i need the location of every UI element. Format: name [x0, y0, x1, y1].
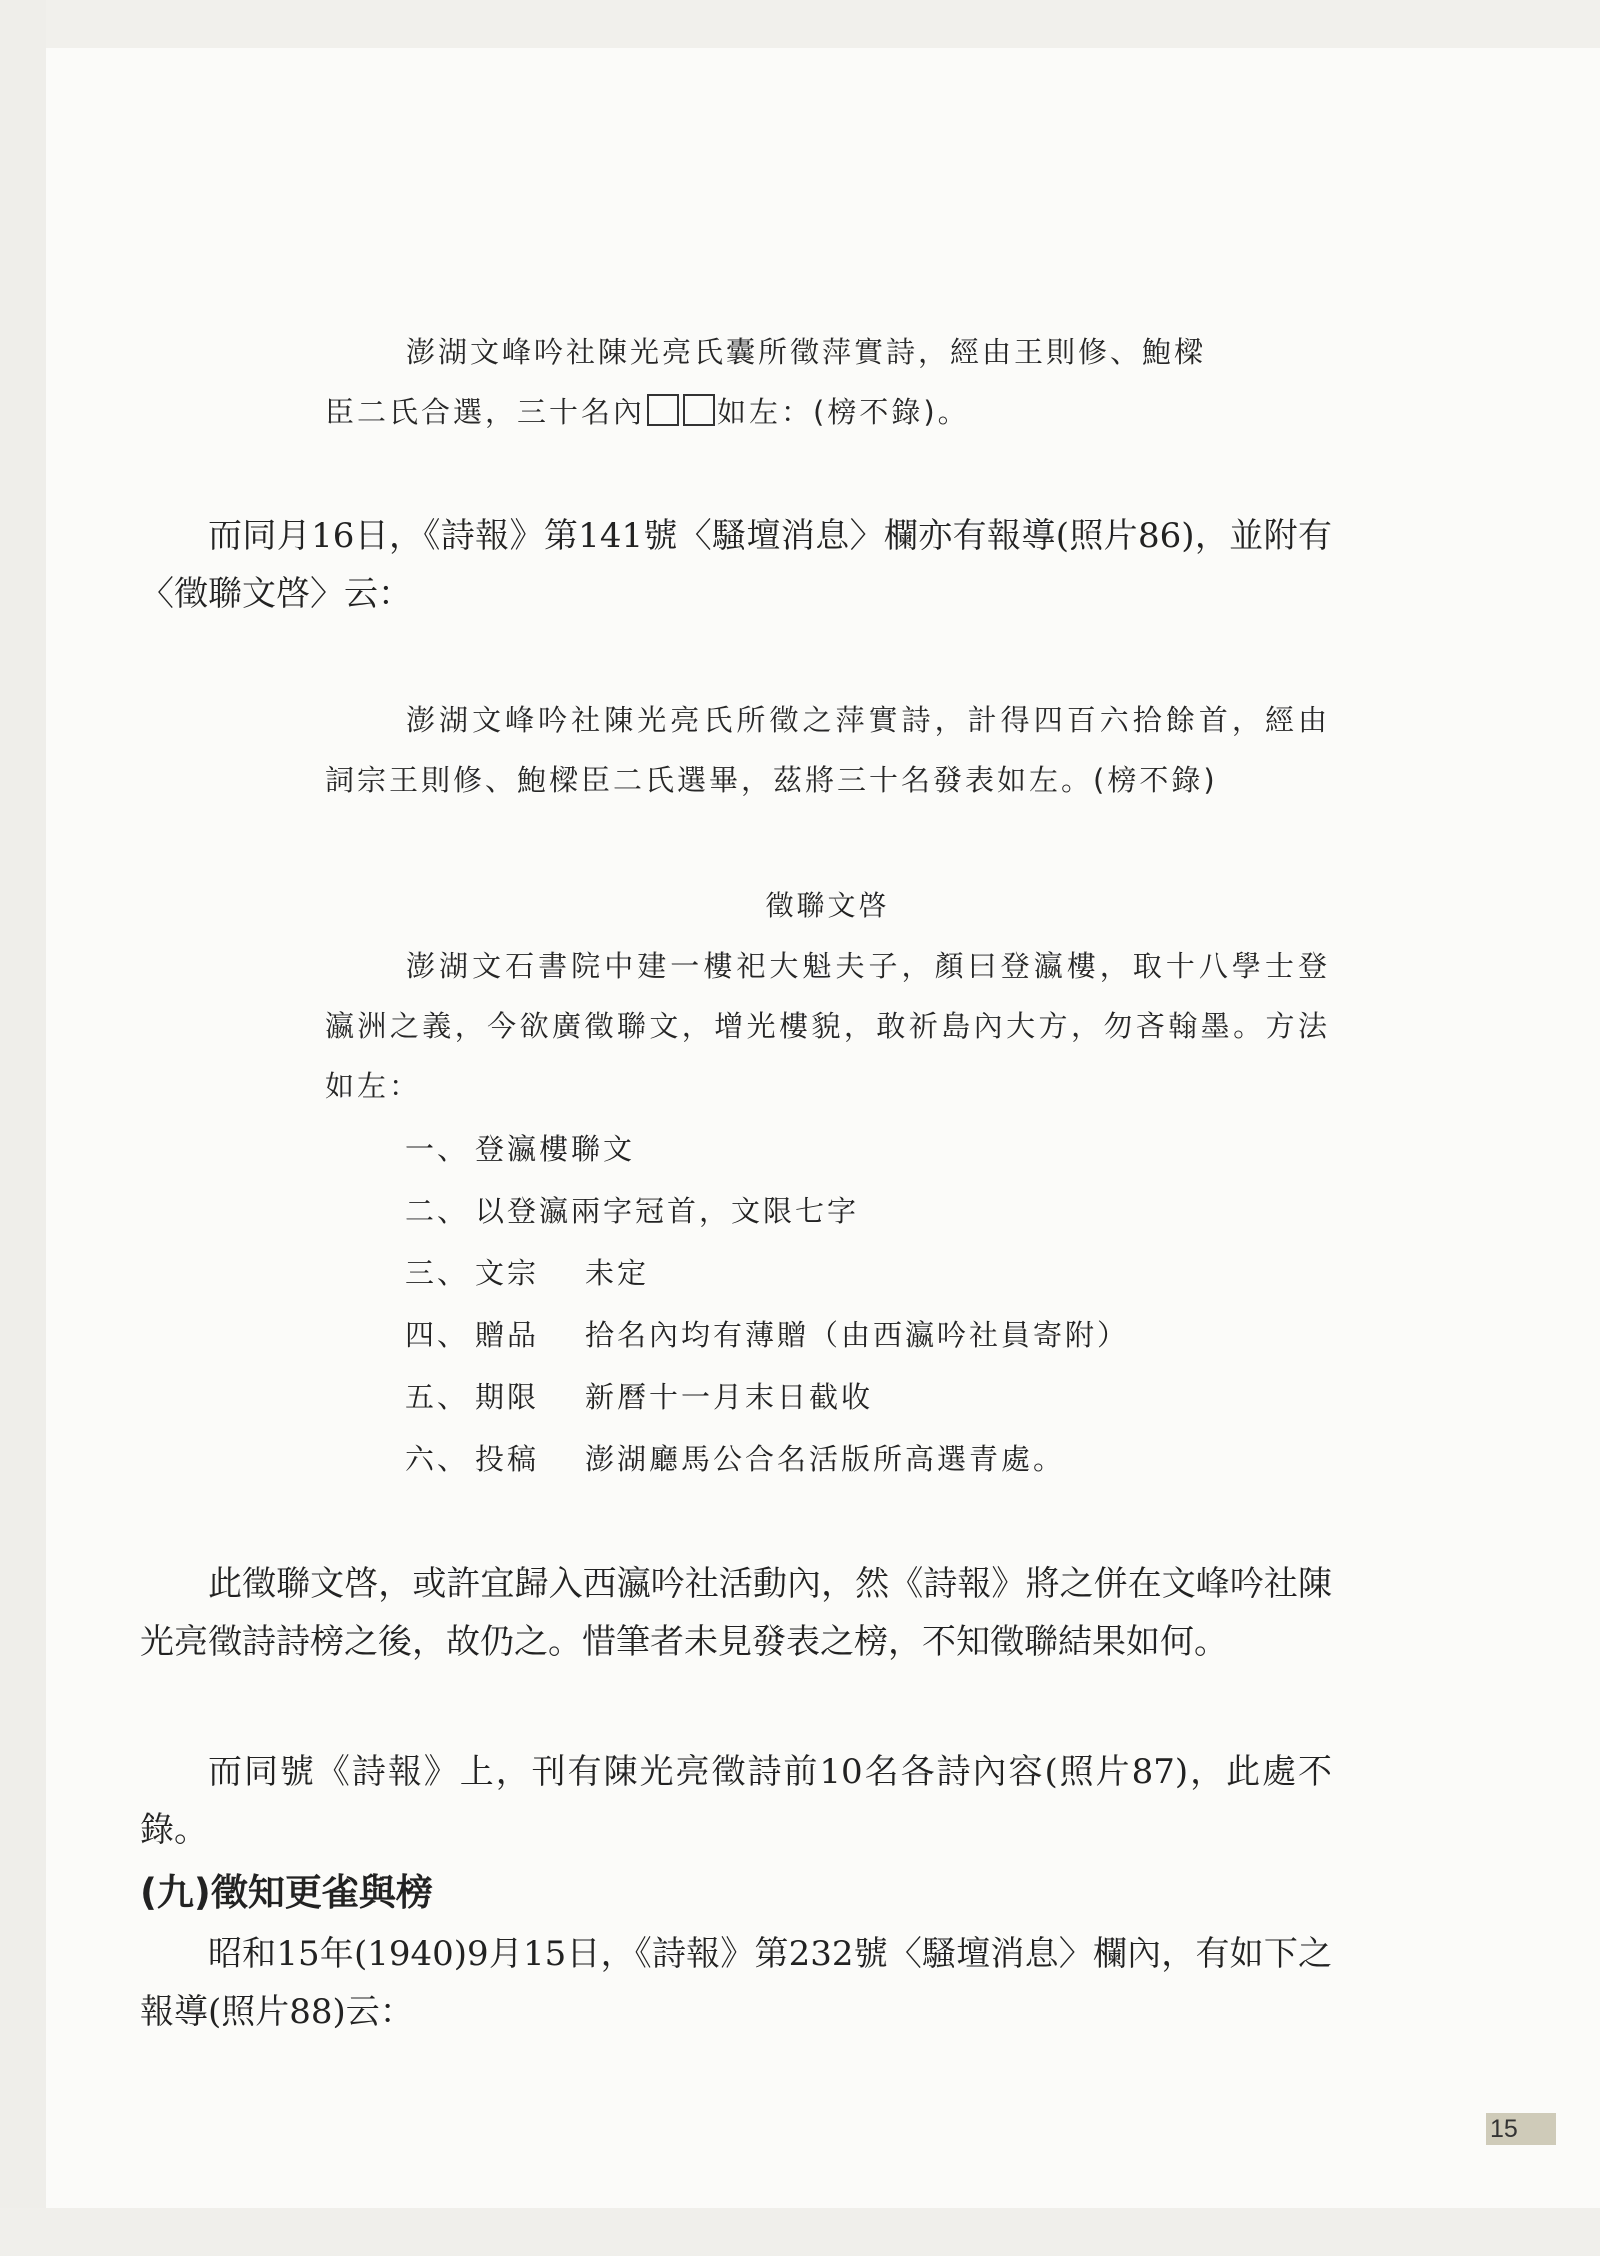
- scan-bottom-band: [0, 2208, 1600, 2256]
- rule-item: 二、 以登瀛兩字冠首，文限七字: [405, 1194, 860, 1228]
- notice-body: 澎湖文石書院中建一樓祀大魁夫子，顏曰登瀛樓，取十八學士登瀛洲之義，今欲廣徵聯文，增光樓貌，敢祈島內大方，勿吝翰墨。方法如左：: [325, 949, 1330, 1103]
- rules-list: [405, 1118, 1325, 1490]
- body-paragraph-2: 而同月16日，《詩報》第141號〈騷壇消息〉欄亦有報導(照片86)，並附有〈徵聯文啓〉云：: [140, 516, 1332, 614]
- body-paragraph-6: 而同號《詩報》上，刊有陳光亮徵詩前10名各詩內容(照片87)，此處不錄。: [140, 1752, 1332, 1850]
- body-paragraph-7: 昭和15年(1940)9月15日，《詩報》第232號〈騷壇消息〉欄內，有如下之報導(照片88)云：: [140, 1934, 1332, 2032]
- quote-block-2: 澎湖文峰吟社陳光亮氏所徵之萍實詩，計得四百六拾餘首，經由詞宗王則修、鮑樑臣二氏選畢，茲將三十名發表如左。(榜不錄): [325, 703, 1330, 797]
- rule-item: 一、 登瀛樓聯文: [405, 1132, 636, 1166]
- rule-item: 五、 期限 新曆十一月末日截收: [405, 1380, 874, 1414]
- rule-item: 三、 文宗 未定: [405, 1256, 650, 1290]
- quote-block-1: [325, 322, 1330, 442]
- page-number: 15: [1486, 2113, 1556, 2145]
- quote-1-line-2a: 臣二氏合選，三十名內: [325, 395, 646, 429]
- section-heading: (九)徵知更雀與榜: [140, 1871, 433, 1914]
- body-paragraph-5: 此徵聯文啓，或許宜歸入西瀛吟社活動內，然《詩報》將之併在文峰吟社陳光亮徵詩詩榜之後，故仍之。惜筆者未見發表之榜，不知徵聯結果如何。: [140, 1564, 1332, 1662]
- notice-title: 徵聯文啓: [765, 889, 890, 922]
- quote-1-line-1: 澎湖文峰吟社陳光亮氏囊所徵萍實詩，經由王則修、鮑樑: [406, 335, 1207, 369]
- quote-1-line-2b: 如左：(榜不錄)。: [717, 395, 970, 429]
- missing-char-box: [683, 394, 715, 426]
- missing-char-box: [647, 394, 679, 426]
- scan-top-band: [0, 0, 1600, 48]
- rule-item: 六、 投稿 澎湖廳馬公合名活版所高選青處。: [405, 1442, 1066, 1476]
- rule-item: 四、 贈品 拾名內均有薄贈（由西瀛吟社員寄附）: [405, 1318, 1130, 1352]
- scan-left-edge: [0, 0, 46, 2256]
